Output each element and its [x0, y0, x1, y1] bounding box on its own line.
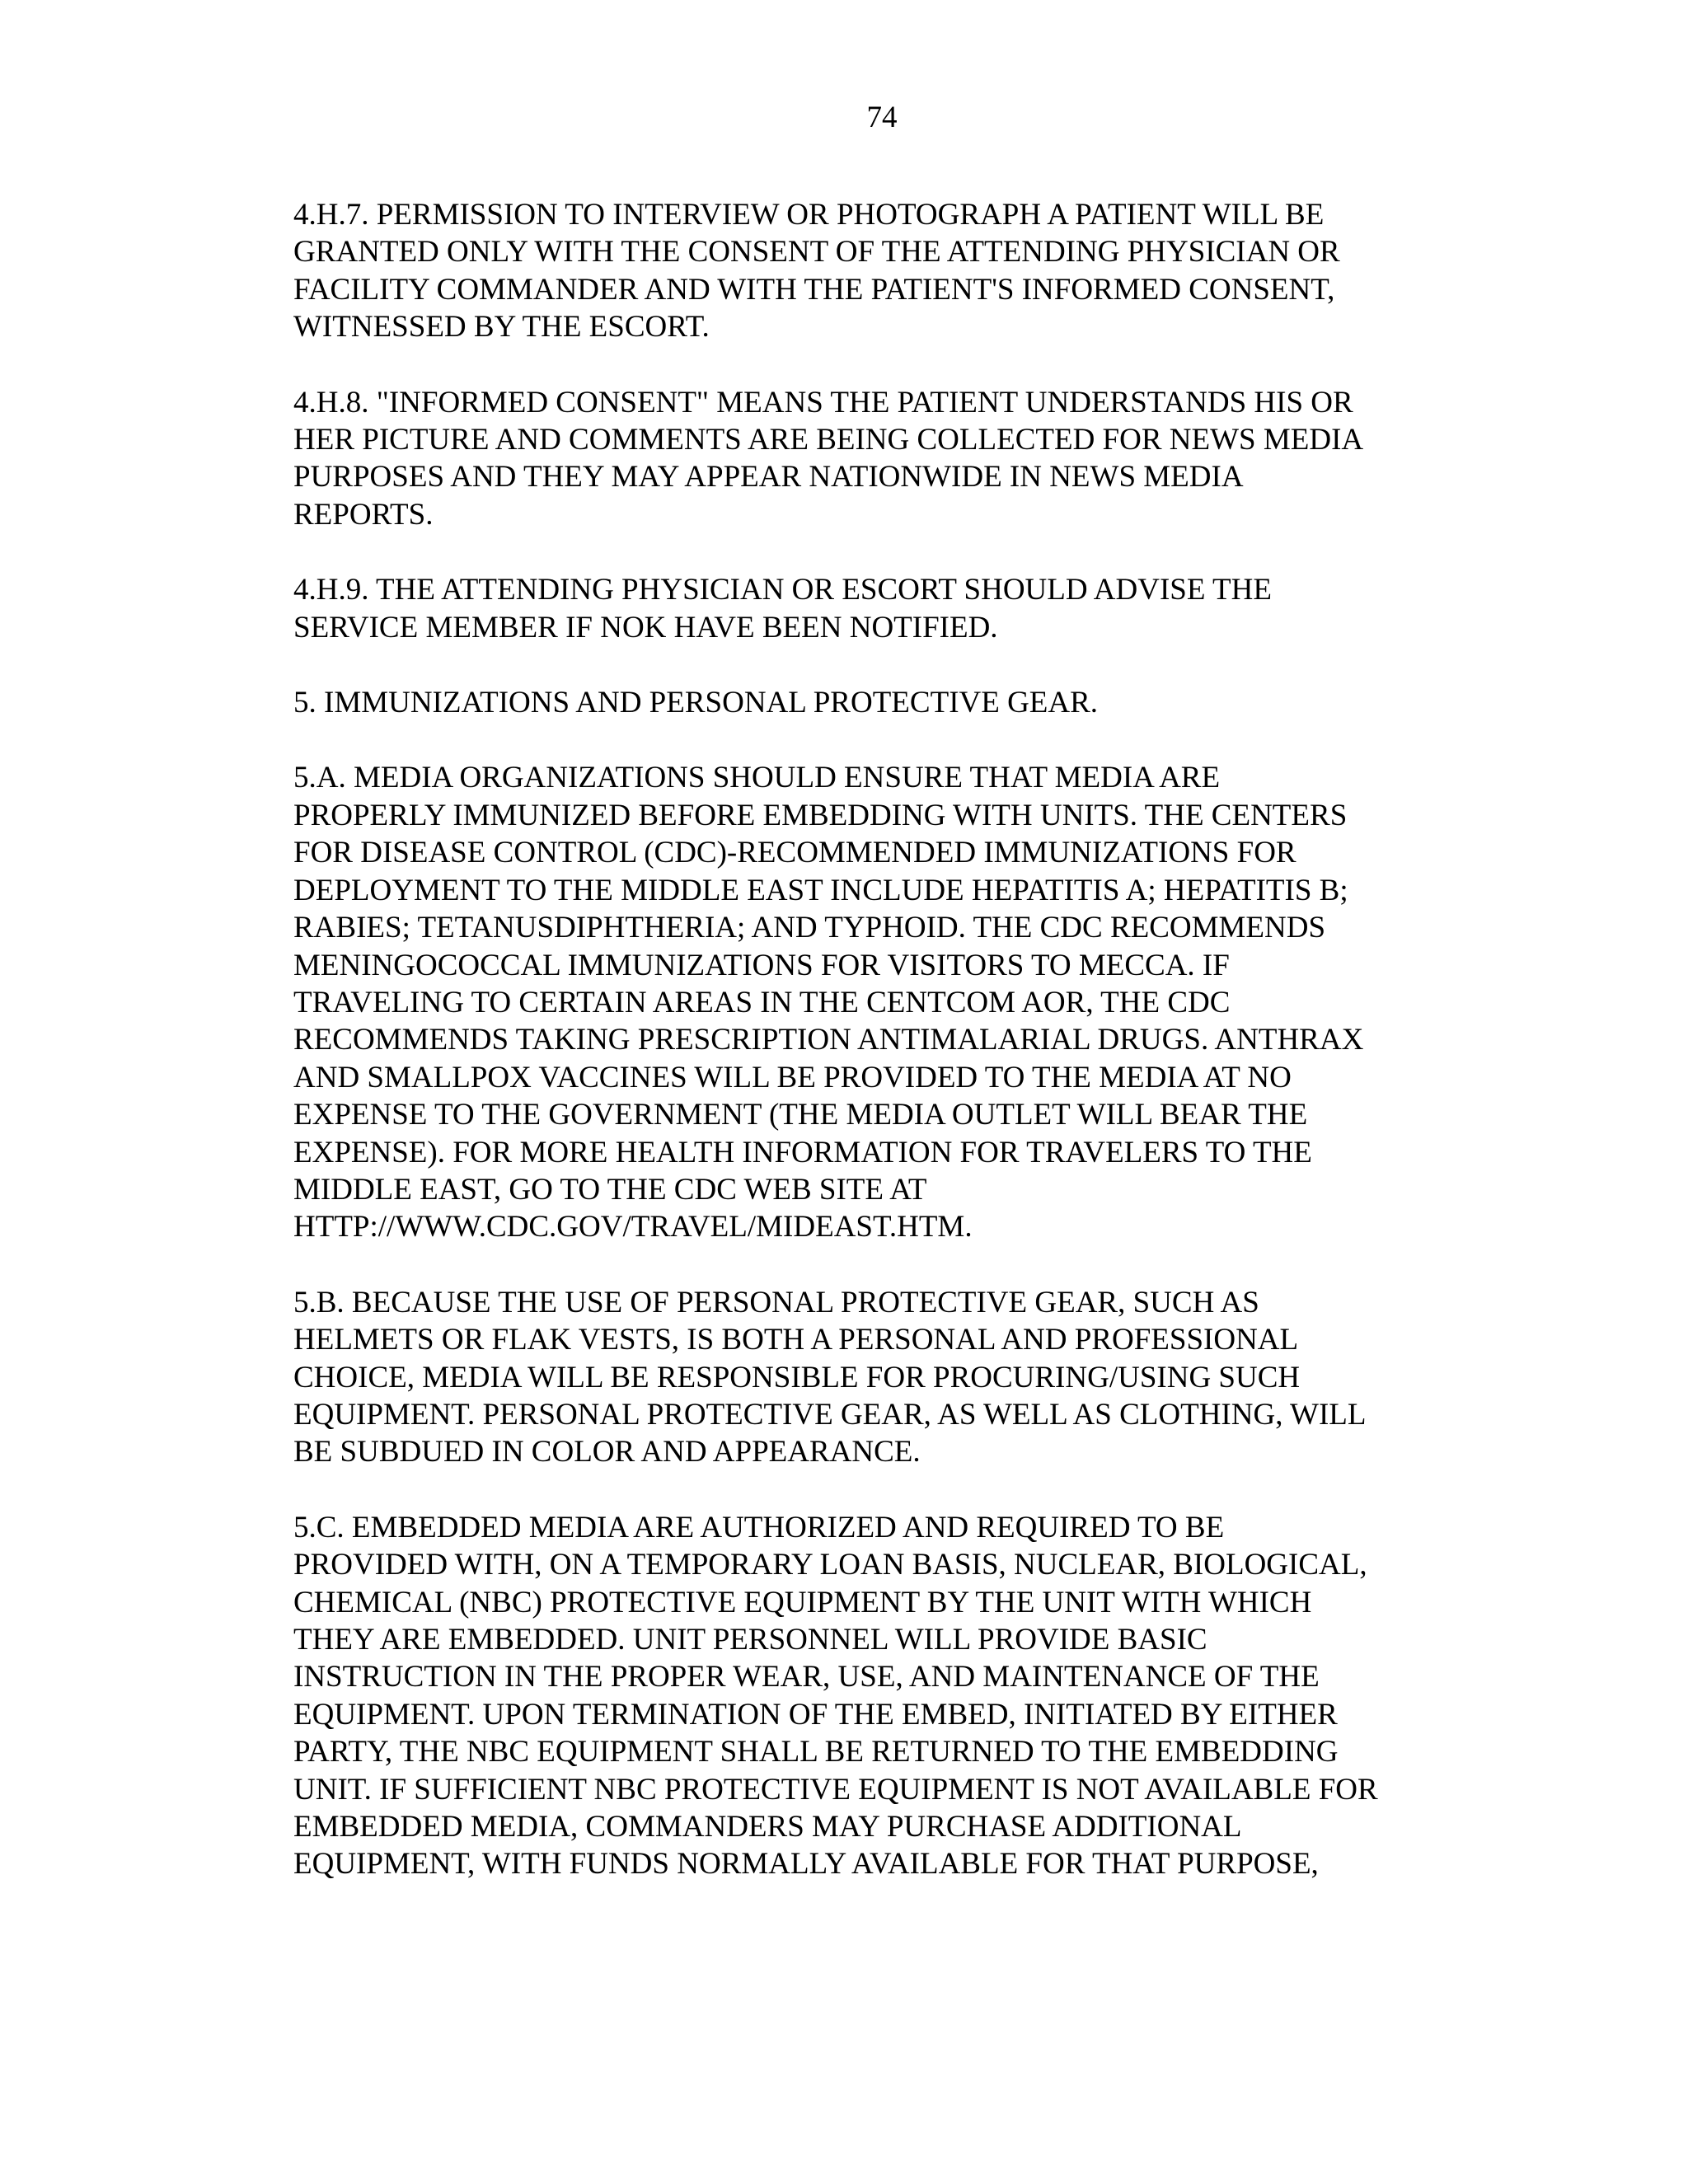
text-line: PROVIDED WITH, ON A TEMPORARY LOAN BASIS, NUCLEAR, BIOLOGICAL, [293, 1548, 1367, 1582]
text-line: 5.C. EMBEDDED MEDIA ARE AUTHORIZED AND REQUIRED TO BE [293, 1510, 1225, 1544]
text-line: 5. IMMUNIZATIONS AND PERSONAL PROTECTIVE GEAR. [293, 686, 1099, 720]
text-line: RABIES; TETANUSDIPHTHERIA; AND TYPHOID. THE CDC RECOMMENDS [293, 911, 1326, 945]
text-line: GRANTED ONLY WITH THE CONSENT OF THE ATTENDING PHYSICIAN OR [293, 235, 1340, 269]
text-line: CHEMICAL (NBC) PROTECTIVE EQUIPMENT BY THE UNIT WITH WHICH [293, 1585, 1312, 1619]
text-line: MENINGOCOCCAL IMMUNIZATIONS FOR VISITORS TO MECCA. IF [293, 948, 1230, 982]
text-line: FACILITY COMMANDER AND WITH THE PATIENT'S INFORMED CONSENT, [293, 272, 1335, 307]
text-line: RECOMMENDS TAKING PRESCRIPTION ANTIMALARIAL DRUGS. ANTHRAX [293, 1023, 1364, 1057]
text-line: EXPENSE). FOR MORE HEALTH INFORMATION FOR TRAVELERS TO THE [293, 1135, 1312, 1169]
text-line: INSTRUCTION IN THE PROPER WEAR, USE, AND MAINTENANCE OF THE [293, 1660, 1320, 1694]
paragraph-5b [293, 1284, 1480, 1471]
text-line: BE SUBDUED IN COLOR AND APPEARANCE. [293, 1435, 921, 1469]
text-line: EQUIPMENT. UPON TERMINATION OF THE EMBED, INITIATED BY EITHER [293, 1697, 1338, 1732]
text-line: AND SMALLPOX VACCINES WILL BE PROVIDED TO THE MEDIA AT NO [293, 1060, 1292, 1094]
text-line: SERVICE MEMBER IF NOK HAVE BEEN NOTIFIED. [293, 610, 998, 644]
text-line: WITNESSED BY THE ESCORT. [293, 310, 710, 344]
text-line: PARTY, THE NBC EQUIPMENT SHALL BE RETURNED TO THE EMBEDDING [293, 1735, 1339, 1769]
text-line: 5.A. MEDIA ORGANIZATIONS SHOULD ENSURE THAT MEDIA ARE [293, 761, 1221, 795]
text-line: CHOICE, MEDIA WILL BE RESPONSIBLE FOR PROCURING/USING SUCH [293, 1360, 1301, 1394]
text-line: TRAVELING TO CERTAIN AREAS IN THE CENTCOM AOR, THE CDC [293, 985, 1231, 1019]
text-line: HER PICTURE AND COMMENTS ARE BEING COLLECTED FOR NEWS MEDIA [293, 423, 1364, 457]
text-line: FOR DISEASE CONTROL (CDC)-RECOMMENDED IMMUNIZATIONS FOR [293, 836, 1296, 870]
text-line: EQUIPMENT. PERSONAL PROTECTIVE GEAR, AS WELL AS CLOTHING, WILL [293, 1397, 1367, 1432]
page-number: 74 [866, 101, 898, 134]
paragraph-5c [293, 1509, 1480, 1883]
text-line: PURPOSES AND THEY MAY APPEAR NATIONWIDE IN NEWS MEDIA [293, 460, 1244, 494]
paragraph-5a [293, 759, 1480, 1245]
paragraph-4h7 [293, 196, 1480, 346]
text-line: UNIT. IF SUFFICIENT NBC PROTECTIVE EQUIPMENT IS NOT AVAILABLE FOR [293, 1772, 1378, 1807]
text-line: 5.B. BECAUSE THE USE OF PERSONAL PROTECTIVE GEAR, SUCH AS [293, 1285, 1259, 1319]
text-line: EMBEDDED MEDIA, COMMANDERS MAY PURCHASE ADDITIONAL [293, 1810, 1242, 1844]
text-line: EXPENSE TO THE GOVERNMENT (THE MEDIA OUTLET WILL BEAR THE [293, 1098, 1308, 1132]
text-line: THEY ARE EMBEDDED. UNIT PERSONNEL WILL PROVIDE BASIC [293, 1623, 1207, 1657]
paragraph-4h8 [293, 384, 1480, 534]
text-line: 4.H.7. PERMISSION TO INTERVIEW OR PHOTOGRAPH A PATIENT WILL BE [293, 198, 1325, 232]
section-heading-5 [293, 684, 1480, 721]
text-line: 4.H.9. THE ATTENDING PHYSICIAN OR ESCORT SHOULD ADVISE THE [293, 573, 1272, 607]
text-line: MIDDLE EAST, GO TO THE CDC WEB SITE AT [293, 1172, 927, 1207]
text-line: EQUIPMENT, WITH FUNDS NORMALLY AVAILABLE FOR THAT PURPOSE, [293, 1847, 1319, 1882]
text-line: PROPERLY IMMUNIZED BEFORE EMBEDDING WITH UNITS. THE CENTERS [293, 798, 1348, 832]
paragraph-4h9 [293, 571, 1480, 646]
document-body [293, 196, 1480, 1921]
text-line: REPORTS. [293, 497, 434, 532]
text-line: HTTP://WWW.CDC.GOV/TRAVEL/MIDEAST.HTM. [293, 1210, 973, 1244]
text-line: DEPLOYMENT TO THE MIDDLE EAST INCLUDE HEPATITIS A; HEPATITIS B; [293, 873, 1348, 907]
text-line: HELMETS OR FLAK VESTS, IS BOTH A PERSONAL AND PROFESSIONAL [293, 1323, 1299, 1357]
text-line: 4.H.8. "INFORMED CONSENT" MEANS THE PATIENT UNDERSTANDS HIS OR [293, 385, 1353, 419]
